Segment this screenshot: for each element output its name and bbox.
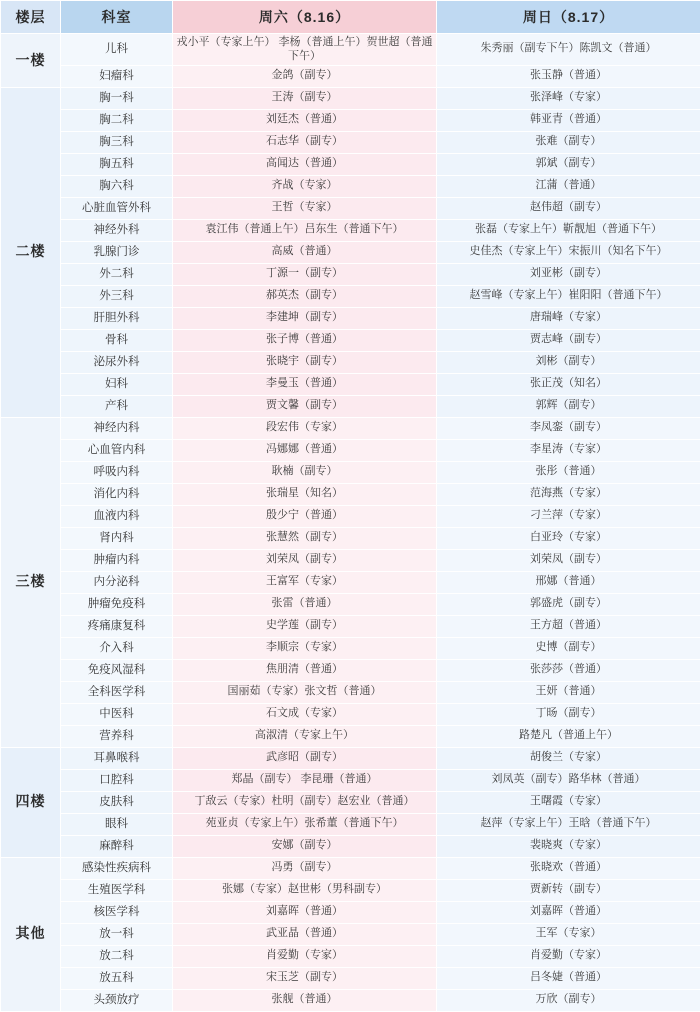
saturday-doctors: 戎小平（专家上午） 李杨（普通上午）贺世超（普通下午）	[173, 34, 437, 66]
department-name: 全科医学科	[61, 681, 173, 703]
table-row	[1, 131, 700, 153]
department-name: 心脏血管外科	[61, 197, 173, 219]
sunday-doctors: 韩亚青（普通）	[437, 109, 700, 131]
department-name: 神经内科	[61, 417, 173, 439]
saturday-doctors: 耿楠（副专）	[173, 461, 437, 483]
saturday-doctors: 高威（普通）	[173, 241, 437, 263]
sunday-doctors: 江蒲（普通）	[437, 175, 700, 197]
sunday-doctors: 王方超（普通）	[437, 615, 700, 637]
saturday-doctors: 金鸽（副专）	[173, 65, 437, 87]
sunday-doctors: 丁旸（副专）	[437, 703, 700, 725]
department-name: 肝胆外科	[61, 307, 173, 329]
department-name: 疼痛康复科	[61, 615, 173, 637]
table-row	[1, 219, 700, 241]
floor-label: 三楼	[1, 417, 61, 747]
department-name: 胸三科	[61, 131, 173, 153]
sunday-doctors: 唐瑞峰（专家）	[437, 307, 700, 329]
saturday-doctors: 高淑清（专家上午）	[173, 725, 437, 747]
table-row	[1, 285, 700, 307]
saturday-doctors: 刘荣凤（副专）	[173, 549, 437, 571]
department-name: 儿科	[61, 34, 173, 66]
table-row	[1, 791, 700, 813]
sunday-doctors: 王妍（普通）	[437, 681, 700, 703]
saturday-doctors: 殷少宁（普通）	[173, 505, 437, 527]
department-name: 放五科	[61, 967, 173, 989]
sunday-doctors: 贾新转（副专）	[437, 879, 700, 901]
table-row	[1, 65, 700, 87]
sunday-doctors: 张难（副专）	[437, 131, 700, 153]
table-row	[1, 351, 700, 373]
saturday-doctors: 张雷（普通）	[173, 593, 437, 615]
table-row	[1, 241, 700, 263]
floor-label: 四楼	[1, 747, 61, 857]
department-name: 眼科	[61, 813, 173, 835]
sunday-doctors: 万欣（副专）	[437, 989, 700, 1011]
saturday-doctors: 苑亚贞（专家上午）张希董（普通下午）	[173, 813, 437, 835]
saturday-doctors: 贾文馨（副专）	[173, 395, 437, 417]
floor-label: 二楼	[1, 87, 61, 417]
sunday-doctors: 刘荣凤（副专）	[437, 549, 700, 571]
sunday-doctors: 赵雪峰（专家上午）崔阳阳（普通下午）	[437, 285, 700, 307]
floor-label: 其他	[1, 857, 61, 1011]
saturday-doctors: 肖爱勤（专家）	[173, 945, 437, 967]
department-name: 生殖医学科	[61, 879, 173, 901]
table-row	[1, 483, 700, 505]
saturday-doctors: 石志华（副专）	[173, 131, 437, 153]
table-row	[1, 549, 700, 571]
department-name: 营养科	[61, 725, 173, 747]
saturday-doctors: 齐战（专家）	[173, 175, 437, 197]
department-name: 耳鼻喉科	[61, 747, 173, 769]
saturday-doctors: 袁江伟（普通上午）吕东生（普通下午）	[173, 219, 437, 241]
table-row	[1, 967, 700, 989]
table-row	[1, 34, 700, 66]
table-row	[1, 681, 700, 703]
sunday-doctors: 刘凤英（副专）路华林（普通）	[437, 769, 700, 791]
table-row	[1, 923, 700, 945]
department-name: 消化内科	[61, 483, 173, 505]
saturday-doctors: 王哲（专家）	[173, 197, 437, 219]
saturday-doctors: 张舰（普通）	[173, 989, 437, 1011]
schedule-body	[1, 34, 700, 1012]
table-header-row	[1, 1, 700, 34]
table-row	[1, 879, 700, 901]
table-row	[1, 989, 700, 1011]
department-name: 介入科	[61, 637, 173, 659]
department-name: 头颈放疗	[61, 989, 173, 1011]
sunday-doctors: 肖爱勤（专家）	[437, 945, 700, 967]
floor-label: 一楼	[1, 34, 61, 88]
sunday-doctors: 史博（副专）	[437, 637, 700, 659]
saturday-doctors: 段宏伟（专家）	[173, 417, 437, 439]
department-name: 泌尿外科	[61, 351, 173, 373]
table-row	[1, 263, 700, 285]
table-row	[1, 197, 700, 219]
table-row	[1, 747, 700, 769]
department-name: 肿瘤内科	[61, 549, 173, 571]
table-row	[1, 703, 700, 725]
table-row	[1, 615, 700, 637]
department-name: 产科	[61, 395, 173, 417]
department-name: 免疫风湿科	[61, 659, 173, 681]
table-row	[1, 153, 700, 175]
sunday-doctors: 赵伟超（副专）	[437, 197, 700, 219]
department-name: 核医学科	[61, 901, 173, 923]
saturday-doctors: 李建坤（副专）	[173, 307, 437, 329]
sunday-doctors: 王军（专家）	[437, 923, 700, 945]
column-header-sunday: 周日（8.17）	[437, 1, 700, 34]
column-header-floor: 楼层	[1, 1, 61, 34]
department-name: 妇瘤科	[61, 65, 173, 87]
department-name: 感染性疾病科	[61, 857, 173, 879]
saturday-doctors: 丁源一（副专）	[173, 263, 437, 285]
saturday-doctors: 刘嘉晖（普通）	[173, 901, 437, 923]
sunday-doctors: 邢娜（普通）	[437, 571, 700, 593]
saturday-doctors: 石文成（专家）	[173, 703, 437, 725]
saturday-doctors: 冯勇（副专）	[173, 857, 437, 879]
saturday-doctors: 史学莲（副专）	[173, 615, 437, 637]
table-row	[1, 813, 700, 835]
table-row	[1, 857, 700, 879]
saturday-doctors: 安娜（副专）	[173, 835, 437, 857]
department-name: 胸五科	[61, 153, 173, 175]
sunday-doctors: 张彤（普通）	[437, 461, 700, 483]
table-row	[1, 593, 700, 615]
table-row	[1, 439, 700, 461]
department-name: 肿瘤免疫科	[61, 593, 173, 615]
table-row	[1, 835, 700, 857]
table-row	[1, 571, 700, 593]
department-name: 皮肤科	[61, 791, 173, 813]
sunday-doctors: 刘嘉晖（普通）	[437, 901, 700, 923]
table-row	[1, 659, 700, 681]
department-name: 胸一科	[61, 87, 173, 109]
table-row	[1, 87, 700, 109]
department-name: 外三科	[61, 285, 173, 307]
sunday-doctors: 张莎莎（普通）	[437, 659, 700, 681]
saturday-doctors: 武彦昭（副专）	[173, 747, 437, 769]
sunday-doctors: 张正茂（知名）	[437, 373, 700, 395]
department-name: 血液内科	[61, 505, 173, 527]
sunday-doctors: 张泽峰（专家）	[437, 87, 700, 109]
sunday-doctors: 贾志峰（副专）	[437, 329, 700, 351]
sunday-doctors: 李星涛（专家）	[437, 439, 700, 461]
department-name: 外二科	[61, 263, 173, 285]
sunday-doctors: 白亚玲（专家）	[437, 527, 700, 549]
department-name: 内分泌科	[61, 571, 173, 593]
sunday-doctors: 郭斌（副专）	[437, 153, 700, 175]
department-name: 肾内科	[61, 527, 173, 549]
department-name: 胸六科	[61, 175, 173, 197]
sunday-doctors: 范海燕（专家）	[437, 483, 700, 505]
department-name: 呼吸内科	[61, 461, 173, 483]
sunday-doctors: 王曙霞（专家）	[437, 791, 700, 813]
sunday-doctors: 胡俊兰（专家）	[437, 747, 700, 769]
saturday-doctors: 张子博（普通）	[173, 329, 437, 351]
department-name: 神经外科	[61, 219, 173, 241]
saturday-doctors: 李曼玉（普通）	[173, 373, 437, 395]
table-row	[1, 329, 700, 351]
saturday-doctors: 张瑞星（知名）	[173, 483, 437, 505]
table-row	[1, 395, 700, 417]
saturday-doctors: 丁敌云（专家）杜明（副专）赵宏业（普通）	[173, 791, 437, 813]
sunday-doctors: 张晓欢（普通）	[437, 857, 700, 879]
table-row	[1, 637, 700, 659]
sunday-doctors: 朱秀丽（副专下午）陈凯文（普通）	[437, 34, 700, 66]
table-row	[1, 373, 700, 395]
department-name: 骨科	[61, 329, 173, 351]
saturday-doctors: 宋玉芝（副专）	[173, 967, 437, 989]
department-name: 放二科	[61, 945, 173, 967]
table-row	[1, 109, 700, 131]
department-name: 口腔科	[61, 769, 173, 791]
table-row	[1, 725, 700, 747]
saturday-doctors: 王富军（专家）	[173, 571, 437, 593]
saturday-doctors: 刘廷杰（普通）	[173, 109, 437, 131]
sunday-doctors: 刘亚彬（副专）	[437, 263, 700, 285]
table-row	[1, 417, 700, 439]
saturday-doctors: 郝英杰（副专）	[173, 285, 437, 307]
department-name: 胸二科	[61, 109, 173, 131]
table-row	[1, 461, 700, 483]
sunday-doctors: 郭辉（副专）	[437, 395, 700, 417]
sunday-doctors: 赵萍（专家上午）王晗（普通下午）	[437, 813, 700, 835]
department-name: 中医科	[61, 703, 173, 725]
table-row	[1, 307, 700, 329]
saturday-doctors: 王涛（副专）	[173, 87, 437, 109]
department-name: 放一科	[61, 923, 173, 945]
saturday-doctors: 焦朋清（普通）	[173, 659, 437, 681]
department-name: 乳腺门诊	[61, 241, 173, 263]
sunday-doctors: 路楚凡（普通上午）	[437, 725, 700, 747]
saturday-doctors: 张晓宇（副专）	[173, 351, 437, 373]
saturday-doctors: 高闻达（普通）	[173, 153, 437, 175]
table-row	[1, 901, 700, 923]
sunday-doctors: 刁兰萍（专家）	[437, 505, 700, 527]
department-name: 麻醉科	[61, 835, 173, 857]
saturday-doctors: 武亚晶（普通）	[173, 923, 437, 945]
table-row	[1, 945, 700, 967]
table-row	[1, 527, 700, 549]
sunday-doctors: 张磊（专家上午）靳靓旭（普通下午）	[437, 219, 700, 241]
saturday-doctors: 张娜（专家）赵世彬（男科副专）	[173, 879, 437, 901]
sunday-doctors: 裴晓爽（专家）	[437, 835, 700, 857]
sunday-doctors: 吕冬婕（普通）	[437, 967, 700, 989]
sunday-doctors: 张玉静（普通）	[437, 65, 700, 87]
column-header-department: 科室	[61, 1, 173, 34]
department-name: 心血管内科	[61, 439, 173, 461]
saturday-doctors: 国丽茹（专家）张文哲（普通）	[173, 681, 437, 703]
saturday-doctors: 李顺宗（专家）	[173, 637, 437, 659]
saturday-doctors: 郑晶（副专） 李昆珊（普通）	[173, 769, 437, 791]
saturday-doctors: 张慧然（副专）	[173, 527, 437, 549]
sunday-doctors: 史佳杰（专家上午）宋振川（知名下午）	[437, 241, 700, 263]
sunday-doctors: 郭盛虎（副专）	[437, 593, 700, 615]
sunday-doctors: 李凤銮（副专）	[437, 417, 700, 439]
sunday-doctors: 刘彬（副专）	[437, 351, 700, 373]
column-header-saturday: 周六（8.16）	[173, 1, 437, 34]
department-name: 妇科	[61, 373, 173, 395]
saturday-doctors: 冯娜娜（普通）	[173, 439, 437, 461]
table-row	[1, 175, 700, 197]
table-row	[1, 505, 700, 527]
table-row	[1, 769, 700, 791]
